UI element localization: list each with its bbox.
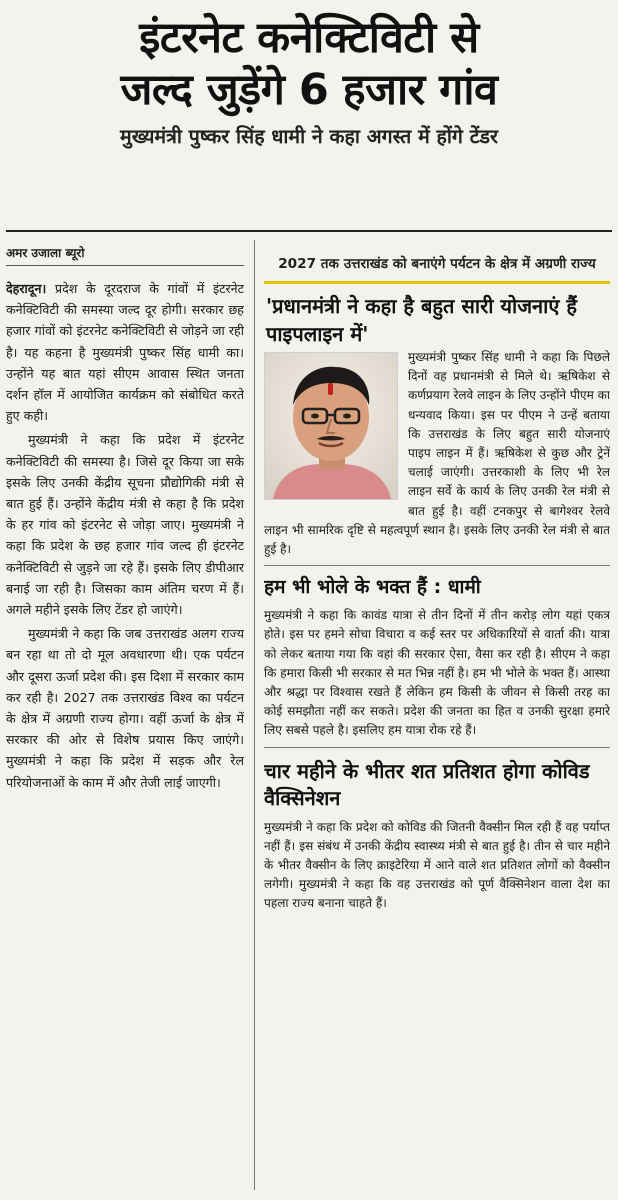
section-divider-1 (264, 565, 610, 566)
article-paragraph-2: मुख्यमंत्री ने कहा कि प्रदेश में इंटरनेट कनेक्टिविटी की समस्या है। जिसे दूर किया जा सके इसके लिए उनकी केंद्रीय सूचना प्रौद्योगिकी मंत्री से बात हुई हैं। उन्होंने केंद्रीय मंत्री से कहा है कि प्रदेश के हर गांव को इंटरनेट से जोड़ा जाए। मुख्यमंत्री ने कहा कि प्रदेश के छह हजार गांव जल्द ही इंटरनेट कनेक्टिविटी से जुड़ने जा रहे हैं। इसके लिए डीपीआर बनाई जा रही है। जिसका काम अंतिम चरण में हैं। अगले महीने इसके लिए टेंडर हो जाएंगे। (6, 432, 244, 618)
subheadline: मुख्यमंत्री पुष्कर सिंह धामी ने कहा अगस्त में होंगे टेंडर (120, 125, 498, 148)
right-column (264, 238, 610, 1194)
section-2-title: हम भी भोले के भक्त हैं : धामी (264, 576, 481, 599)
section-divider-2 (264, 747, 610, 748)
article-paragraph-1 (6, 278, 244, 426)
section-3-body: मुख्यमंत्री ने कहा कि प्रदेश को कोविड की जितनी वैक्सीन मिल रही हैं वह पर्याप्त नहीं हैं। इस संबंध में उनकी केंद्रीय स्वास्थ्य मंत्री से बात हुई है। तीन से चार महीने के भीतर वैक्सीन के लिए क्राइटेरिया में आने वाले शत प्रतिशत लोगों को वैक्सीन लगेगी। मुख्यमंत्री ने कहा कि वह उत्तराखंड को पूर्ण वैक्सिनेशन वाला देश का पहला राज्य बनाना चाहते हैं। (264, 819, 610, 911)
paragraph-1-text: प्रदेश के दूरदराज के गांवों में इंटरनेट कनेक्टिविटी की समस्या जल्द दूर होगी। सरकार छह हजार गांवों को इंटरनेट कनेक्टिविटी से जोड़ने जा रही है। यह कहना है मुख्यमंत्री पुष्कर सिंह धामी का। उन्होंने यह बात यहां सीएम आवास स्थित जनता दर्शन हॉल में आयोजित कार्यक्रम को संबोधित करते हुए कही। (6, 281, 244, 424)
accent-rule (264, 281, 610, 284)
quote-title: 'प्रधानमंत्री ने कहा है बहुत सारी योजनाएं हैं पाइपलाइन में' (266, 294, 577, 346)
column-divider (254, 240, 255, 1190)
article-paragraph-3: मुख्यमंत्री ने कहा कि जब उत्तराखंड अलग राज्य बन रहा था तो दो मूल अवधारणा थी। एक पर्यटन और दूसरा ऊर्जा प्रदेश की। इस दिशा में सरकार काम कर रही है। 2027 तक उत्तराखंड विश्व का पर्यटन के क्षेत्र में अग्रणी राज्य होगा। वहीं ऊर्जा के क्षेत्र में सरकार की ओर से विशेष प्रयास किए जाएंगे। मुख्यमंत्री ने कहा कि प्रदेश में सड़क और रेल परियोजनाओं के काम में और तेजी लाई जाएगी। (6, 626, 244, 790)
top-divider (6, 230, 612, 232)
quote-body: मुख्यमंत्री पुष्कर सिंह धामी ने कहा कि पिछले दिनों वह प्रधानमंत्री से मिले थे। ऋषिकेश से कर्णप्रयाग रेलवे लाइन के लिए उन्होंने पीएम का धन्यवाद किया। इस पर पीएम ने उन्हें बताया कि उत्तराखंड के लिए बहुत सारी योजनाएं पाइप लाइन में हैं। ऋषिकेश से कुछ और ट्रेनें चलाई जाएंगी। उत्तरकाशी के लिए भी रेल लाइन सर्वे के कार्य के लिए उनकी रेल मंत्री से बात हुई है। वहीं टनकपुर से बागेश्वर रेलवे लाइन भी सामरिक दृष्टि से महत्वपूर्ण स्थान है। इसके लिए उनकी रेल मंत्री से बात हुई है। (264, 350, 610, 557)
headline-line-2: जल्द जुड़ेंगे 6 हजार गांव (120, 65, 498, 115)
left-column (6, 238, 244, 1194)
dateline: देहरादून। (6, 281, 47, 296)
section-2-body: मुख्यमंत्री ने कहा कि कावंड यात्रा से तीन दिनों में तीन करोड़ लोग यहां एकत्र होते। इस पर हमने सोचा विचारा व कई स्तर पर अधिकारियों से वार्ता की। यात्रा को लेकर बताया गया कि वहां की सरकार ऐसा, वैसा कर रही है। सीएम ने कहा कि हमारा किसी भी सरकार से मत भिन्न नहीं है। हम भी भोले के भक्त हैं। आस्था और श्रद्धा पर विश्वास रखते हैं लेकिन हम किसी के जीवन से किसी तरह का कोई समझौता नहीं कर सकते। प्रदेश की जनता का हित व उनकी सुरक्षा हमारे लिए सबसे पहले है। इसलिए हम यात्रा रोक रहे हैं। (264, 608, 610, 738)
headline-line-1: इंटरनेट कनेक्टिविटी से (139, 13, 479, 63)
chief-minister-photo (264, 352, 398, 500)
quote-section (264, 348, 610, 559)
kicker: 2027 तक उत्तराखंड को बनाएंगे पर्यटन के क्षेत्र में अग्रणी राज्य (278, 256, 596, 272)
byline-divider (6, 265, 244, 266)
portrait-image (265, 353, 397, 499)
headline (0, 0, 618, 116)
byline: अमर उजाला ब्यूरो (6, 246, 85, 260)
section-3-title: चार महीने के भीतर शत प्रतिशत होगा कोविड वैक्सिनेशन (264, 758, 590, 810)
